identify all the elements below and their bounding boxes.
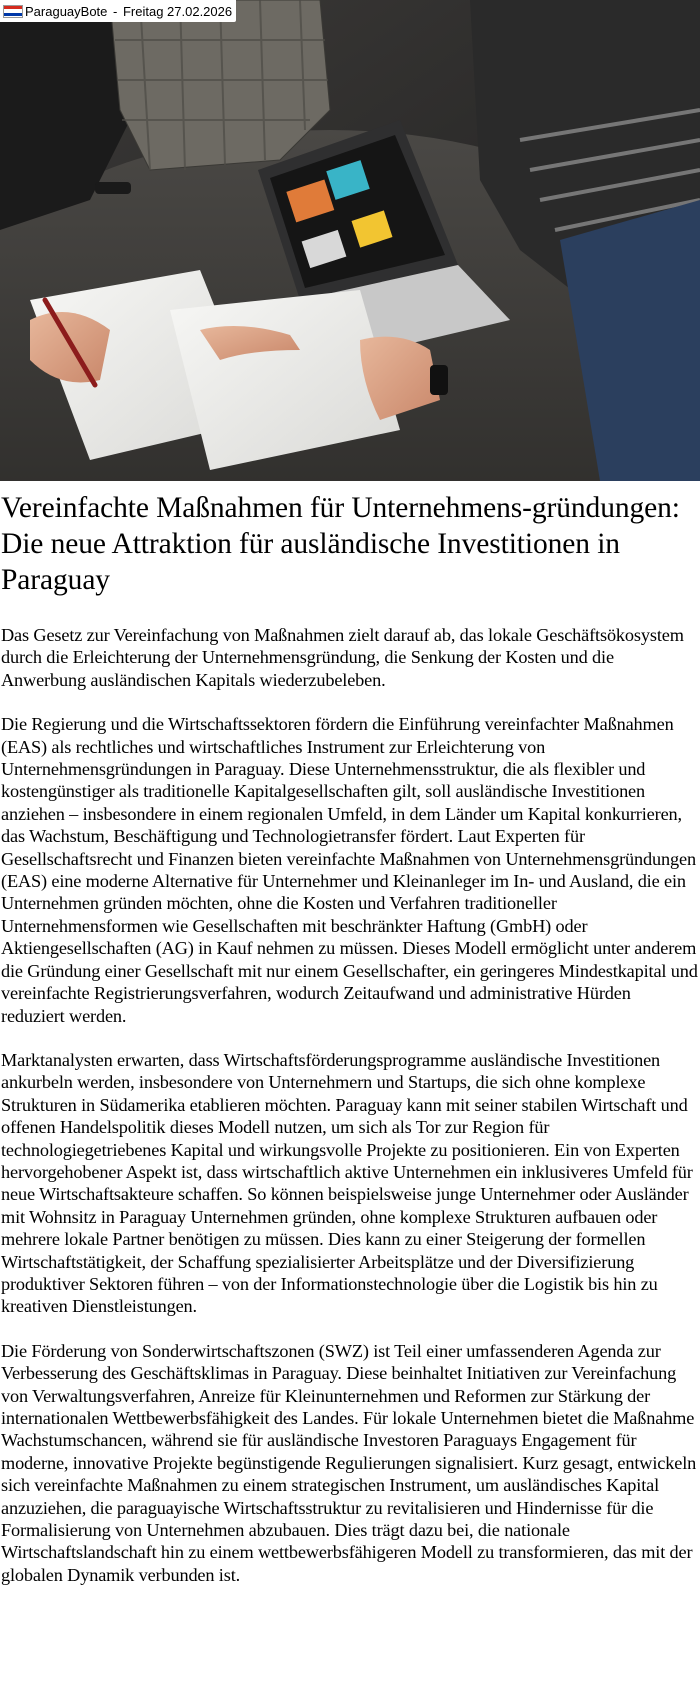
article-paragraph: Das Gesetz zur Vereinfachung von Maßnahmen zielt darauf ab, das lokale Geschäftsökosystem durch die Erleichterung der Unternehmensgründung, die Senkung der Kosten und die Anwerbung ausländischen Kapitals wiederzubeleben. xyxy=(1,625,684,690)
article-paragraph: Die Förderung von Sonderwirtschaftszonen (SWZ) ist Teil einer umfassenderen Agenda zur Verbesserung des Geschäftsklimas in Paraguay. Diese beinhaltet Initiativen zur Vereinfachung von Verwaltungsverfahren, Anreize für Kleinunternehmen und Reformen zur Stärkung der internationalen Wettbewerbsfähigkeit des Landes. Für lokale Unternehmen bietet die Maßnahme Wachstumschancen, während sie für ausländische Investoren Paraguays Engagement für moderne, innovative Projekte begünstigende Regulierungen signalisiert. Kurz gesagt, entwickeln sich vereinfachte Maßnahmen zu einem strategischen Instrument, um ausländisches Kapital anzuziehen, die paraguayische Wirtschaftsstruktur zu revitalisieren und Hindernisse für die Formalisierung von Unternehmen abzubauen. Dies trägt dazu bei, die nationale Wirtschaftslandschaft hin zu einem wettbewerbsfähigeren Modell zu transformieren, das mit der globalen Dynamik verbunden ist. xyxy=(1,1340,697,1585)
site-header xyxy=(0,0,236,22)
paraguay-flag-icon xyxy=(3,5,23,18)
article-title: Vereinfachte Maßnahmen für Unternehmens-gründungen: Die neue Attraktion für ausländische Investitionen in Paraguay xyxy=(1,492,680,596)
header-date: Freitag 27.02.2026 xyxy=(122,3,233,19)
article-paragraph: Marktanalysten erwarten, dass Wirtschaftsförderungsprogramme ausländische Investitionen ankurbeln werden, insbesondere von Unternehmern und Startups, die sich ohne komplexe Strukturen in Südamerika etablieren möchten. Paraguay kann mit seiner stabilen Wirtschaft und offenen Handelspolitik dieses Modell nutzen, um sich als Tor zur Region für technologiegetriebenes Kapital und wirkungsvolle Projekte zu positionieren. Ein von Experten hervorgehobener Aspekt ist, dass wirtschaftlich aktive Unternehmen ein inklusiveres Umfeld für neue Wirtschaftsakteure schaffen. So können beispielsweise junge Unternehmer oder Ausländer mit Wohnsitz in Paraguay Unternehmen gründen, ohne komplexe Strukturen aufbauen oder mehrere lokale Partner benötigen zu müssen. Dies kann zu einer Steigerung der formellen Wirtschaftstätigkeit, der Schaffung spezialisierter Arbeitsplätze und der Diversifizierung produktiver Sektoren führen – von der Informationstechnologie über die Logistik bis hin zu kreativen Dienstleistungen. xyxy=(1,1049,693,1317)
article-paragraph: Die Regierung und die Wirtschaftssektoren fördern die Einführung vereinfachter Maßnahmen (EAS) als rechtliches und wirtschaftliches Instrument zur Erleichterung von Unternehmensgründungen in Paraguay. Diese Unternehmensstruktur, die als flexibler und kostengünstiger als traditionelle Kapitalgesellschaften gilt, soll ausländische Investitionen anziehen – insbesondere in einem regionalen Umfeld, in dem Länder um Kapital konkurrieren, das Wachstum, Beschäftigung und Technologietransfer fördert. Laut Experten für Gesellschaftsrecht und Finanzen bieten vereinfachte Maßnahmen von Unternehmensgründungen (EAS) eine moderne Alternative für Unternehmer und Kleinanleger im In- und Ausland, die ein Unternehmen gründen möchten, ohne die Kosten und Verfahren traditioneller Unternehmensformen wie Gesellschaften mit beschränkter Haftung (GmbH) oder Aktiengesellschaften (AG) in Kauf nehmen zu müssen. Dieses Modell ermöglicht unter anderem die Gründung einer Gesellschaft mit nur einem Gesellschafter, ein geringeres Mindestkapital und vereinfachte Registrierungsverfahren, wodurch Zeitaufwand und administrative Hürden reduziert werden. xyxy=(1,714,698,1026)
article xyxy=(0,490,700,1586)
hero-image xyxy=(0,0,700,481)
header-separator: - xyxy=(109,3,121,19)
site-name[interactable]: ParaguayBote xyxy=(25,3,108,19)
hero-photo xyxy=(0,0,700,481)
